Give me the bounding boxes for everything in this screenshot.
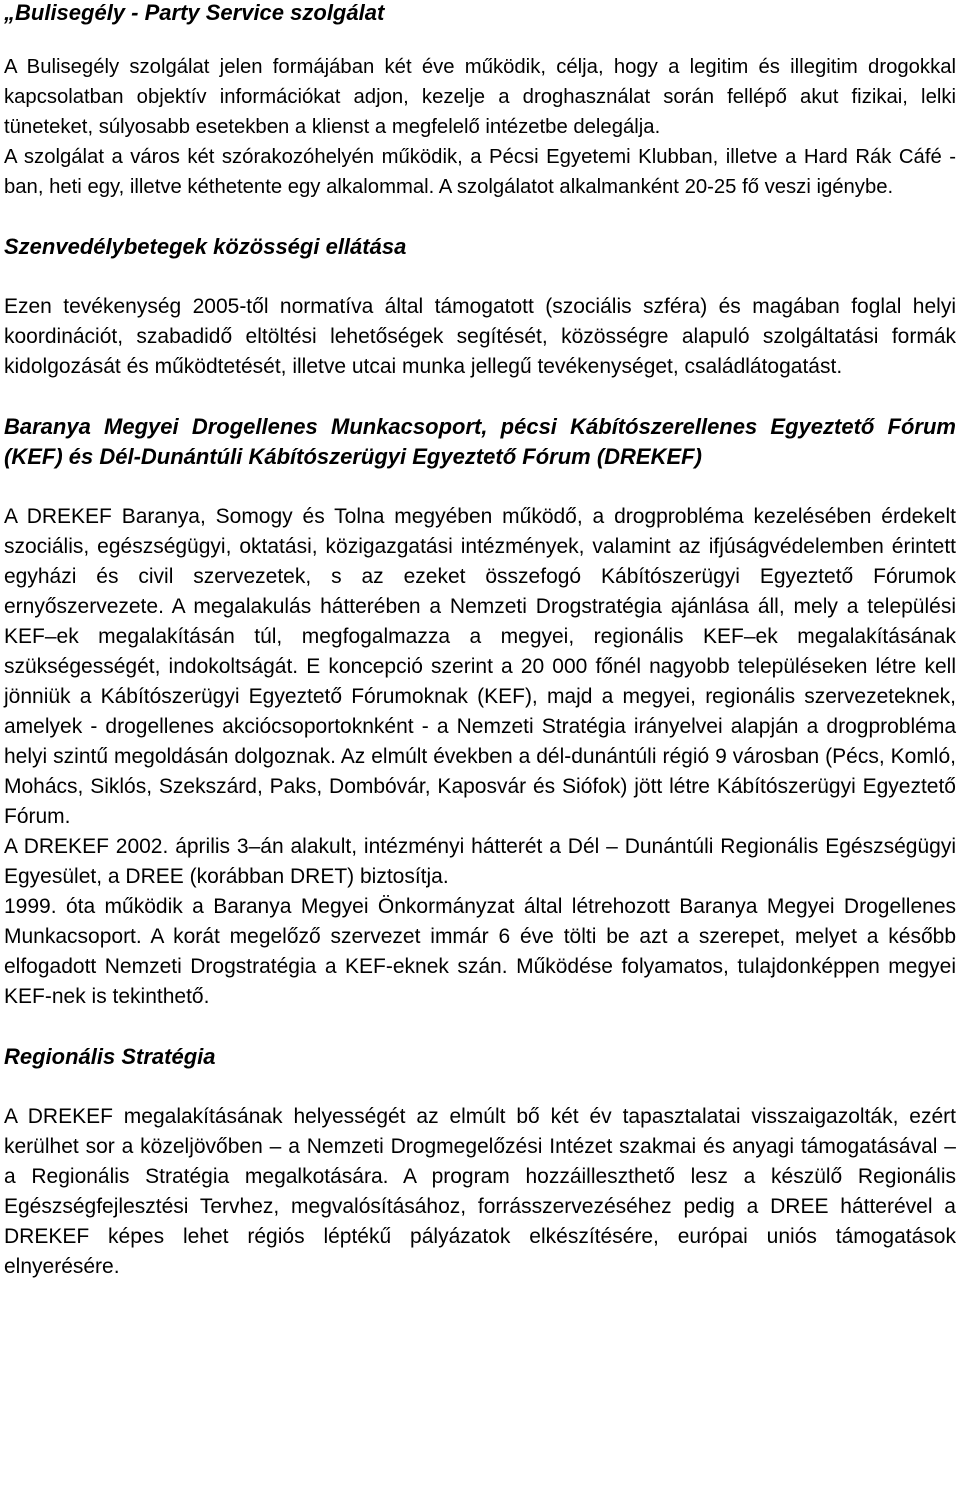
section-regionalis-strategia [4,1042,956,1282]
section-heading: Regionális Stratégia [4,1044,216,1069]
section-heading: „Bulisegély - Party Service szolgálat [4,0,385,25]
section-szenvedelybetegek [4,232,956,382]
paragraph: A szolgálat a város két szórakozóhelyén működik, a Pécsi Egyetemi Klubban, illetve a Hard Rák Cáfé - ban, heti egy, illetve kéthetente egy alkalommal. A szolgálatot alkalmanként 20-25 fő veszi igénybe. [4,146,956,198]
section-drekef [4,412,956,1012]
paragraph: A Bulisegély szolgálat jelen formájában két éve működik, célja, hogy a legitim és illegitim drogokkal kapcsolatban objektív információkat adjon, kezelje a droghasználat során fellépő akut fizikai, lelki tüneteket, súlyosabb esetekben a klienst a megfelelő intézetbe delegálja. [4,56,956,138]
paragraph: 1999. óta működik a Baranya Megyei Önkormányzat által létrehozott Baranya Megyei Drogellenes Munkacsoport. A korát megelőző szervezet immár 6 éve tölti be azt a szerepet, melyet a később elfogadott Nemzeti Drogstratégia a KEF-eknek szán. Működése folyamatos, tulajdonképpen megyei KEF-nek is tekinthető. [4,895,956,1008]
section-bulisegely [4,0,956,202]
paragraph: A DREKEF megalakításának helyességét az elmúlt bő két év tapasztalatai visszaigazolták, ezért kerülhet sor a közeljövőben – a Nemzeti Drogmegelőzési Intézet szakmai és anyagi támogatásával – a Regionális Stratégia megalkotására. A program hozzáilleszthető lesz a készülő Regionális Egészségfejlesztési Tervhez, megvalósításához, forrásszervezéséhez pedig a DREE hátterével a DREKEF képes lehet régiós léptékű pályázatok elkészítésére, európai uniós támogatások elnyerésére. [4,1105,956,1278]
section-heading: Baranya Megyei Drogellenes Munkacsoport, pécsi Kábítószerellenes Egyeztető Fórum (KEF) és Dél-Dunántúli Kábítószerügyi Egyeztető Fórum (DREKEF) [4,414,956,469]
section-heading: Szenvedélybetegek közösségi ellátása [4,234,407,259]
paragraph: A DREKEF 2002. április 3–án alakult, intézményi hátterét a Dél – Dunántúli Regionális Egészségügyi Egyesület, a DREE (korábban DRET) biztosítja. [4,835,956,888]
paragraph: Ezen tevékenység 2005-től normatíva által támogatott (szociális szféra) és magában foglal helyi koordinációt, szabadidő eltöltési lehetőségek segítését, közösségre alapuló szolgáltatási formák kidolgozását és működtetését, illetve utcai munka jellegű tevékenységet, családlátogatást. [4,295,956,378]
paragraph: A DREKEF Baranya, Somogy és Tolna megyében működő, a drogprobléma kezelésében érdekelt szociális, egészségügyi, oktatási, közigazgatási intézmények, valamint az ifjúságvédelemben érintett egyházi és civil szervezetek, s az ezeket összefogó Kábítószerügyi Egyeztető Fórumok ernyőszervezete. A megalakulás hátterében a Nemzeti Drogstratégia ajánlása áll, mely a települési KEF–ek megalakításán túl, megfogalmazza a megyei, regionális KEF–ek megalakításának szükségességét, indokoltságát. E koncepció szerint a 20 000 főnél nagyobb településeken létre kell jönniük a Kábítószerügyi Egyeztető Fórumoknak (KEF), majd a megyei, regionális szervezeteknek, amelyek - drogellenes akciócsoportoknként - a Nemzeti Stratégia irányelvei alapján a drogprobléma helyi szintű megoldásán dolgoznak. Az elmúlt években a dél-dunántúli régió 9 városban (Pécs, Komló, Mohács, Siklós, Szekszárd, Paks, Dombóvár, Kaposvár és Siófok) jött létre Kábítószerügyi Egyeztető Fórum. [4,505,956,828]
